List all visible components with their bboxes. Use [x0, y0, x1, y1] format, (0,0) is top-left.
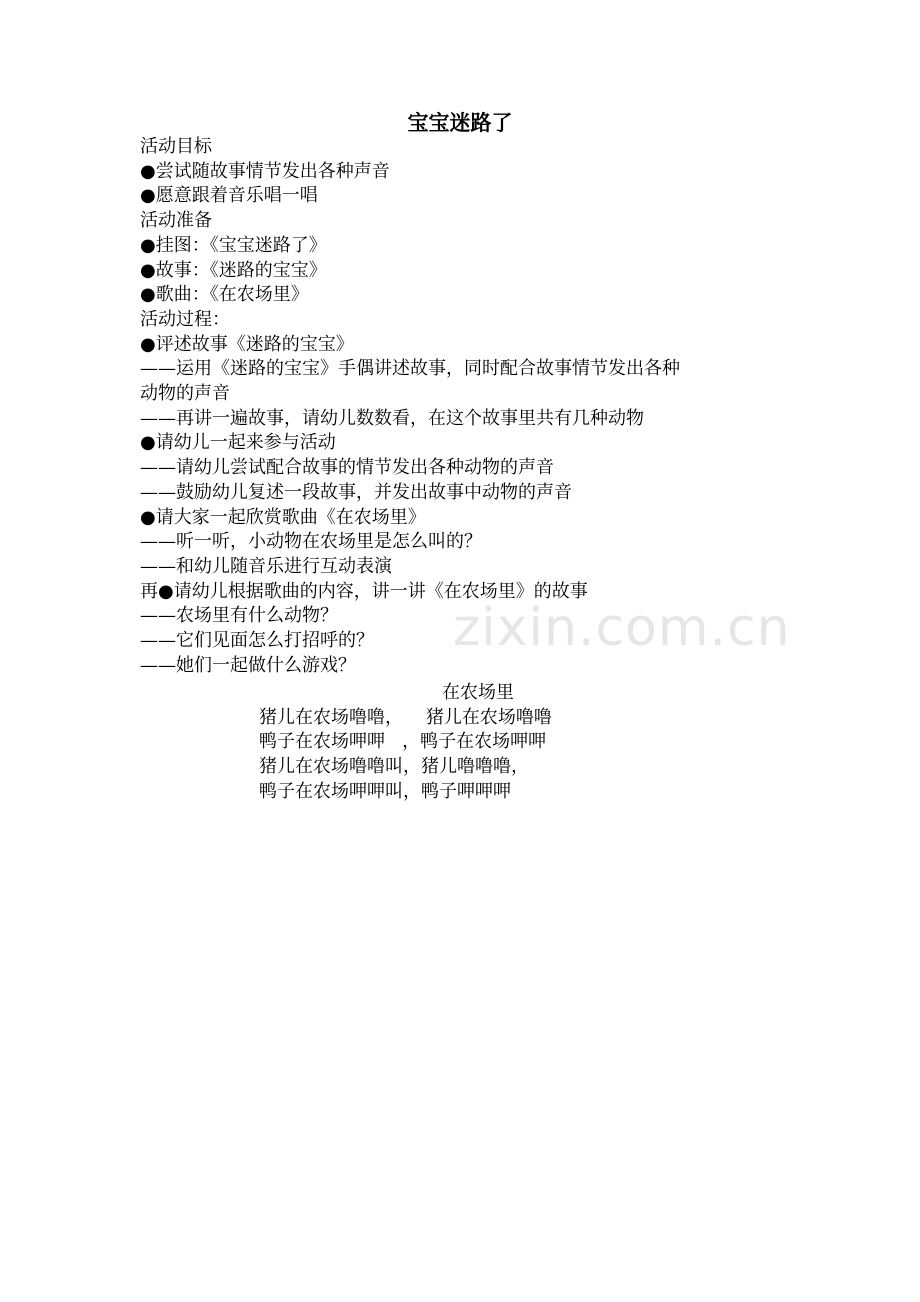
song-title: 在农场里 — [442, 682, 514, 703]
process-substep: ——鼓励幼儿复述一段故事，并发出故事中动物的声音 — [140, 481, 572, 503]
process-substep: ——再讲一遍故事，请幼儿数数看，在这个故事里共有几种动物 — [140, 407, 644, 429]
process-step: ●请幼儿一起来参与活动 — [140, 432, 336, 454]
song-line: 鸭子在农场呷呷叫，鸭子呷呷呷 — [259, 780, 511, 802]
process-step: ●评述故事《迷路的宝宝》 — [140, 333, 354, 355]
process-step: 再●请幼儿根据歌曲的内容，讲一讲《在农场里》的故事 — [140, 580, 588, 602]
process-substep: ——请幼儿尝试配合故事的情节发出各种动物的声音 — [140, 457, 554, 479]
preparation-item: ●故事：《迷路的宝宝》 — [140, 259, 327, 281]
section-heading-process: 活动过程： — [140, 308, 230, 330]
process-substep: ——听一听，小动物在农场里是怎么叫的？ — [140, 531, 482, 553]
goal-item: ●愿意跟着音乐唱一唱 — [140, 185, 318, 207]
song-line: 猪儿在农场噜噜， 猪儿在农场噜噜 — [259, 706, 552, 728]
watermark: zixin.com.cn — [453, 598, 791, 658]
process-substep: ——它们见面怎么打招呼的？ — [140, 630, 374, 652]
process-substep: ——她们一起做什么游戏？ — [140, 654, 356, 676]
document-title: 宝宝迷路了 — [407, 111, 513, 135]
section-heading-goals: 活动目标 — [140, 136, 212, 157]
process-substep-continued: 动物的声音 — [140, 383, 230, 405]
process-substep: ——运用《迷路的宝宝》手偶讲述故事，同时配合故事情节发出各种 — [140, 358, 680, 380]
section-heading-preparation: 活动准备 — [140, 210, 212, 232]
process-step: ●请大家一起欣赏歌曲《在农场里》 — [140, 506, 426, 528]
song-line: 鸭子在农场呷呷 ，鸭子在农场呷呷 — [259, 731, 547, 753]
process-substep: ——农场里有什么动物？ — [140, 605, 338, 627]
preparation-item: ●挂图：《宝宝迷路了》 — [140, 234, 327, 256]
song-line: 猪儿在农场噜噜叫，猪儿噜噜噜， — [259, 756, 529, 778]
document-body — [140, 135, 790, 678]
preparation-item: ●歌曲：《在农场里》 — [140, 284, 309, 306]
process-substep: ——和幼儿随音乐进行互动表演 — [140, 555, 392, 577]
song-lyrics — [140, 681, 840, 805]
goal-item: ●尝试随故事情节发出各种声音 — [140, 160, 390, 182]
